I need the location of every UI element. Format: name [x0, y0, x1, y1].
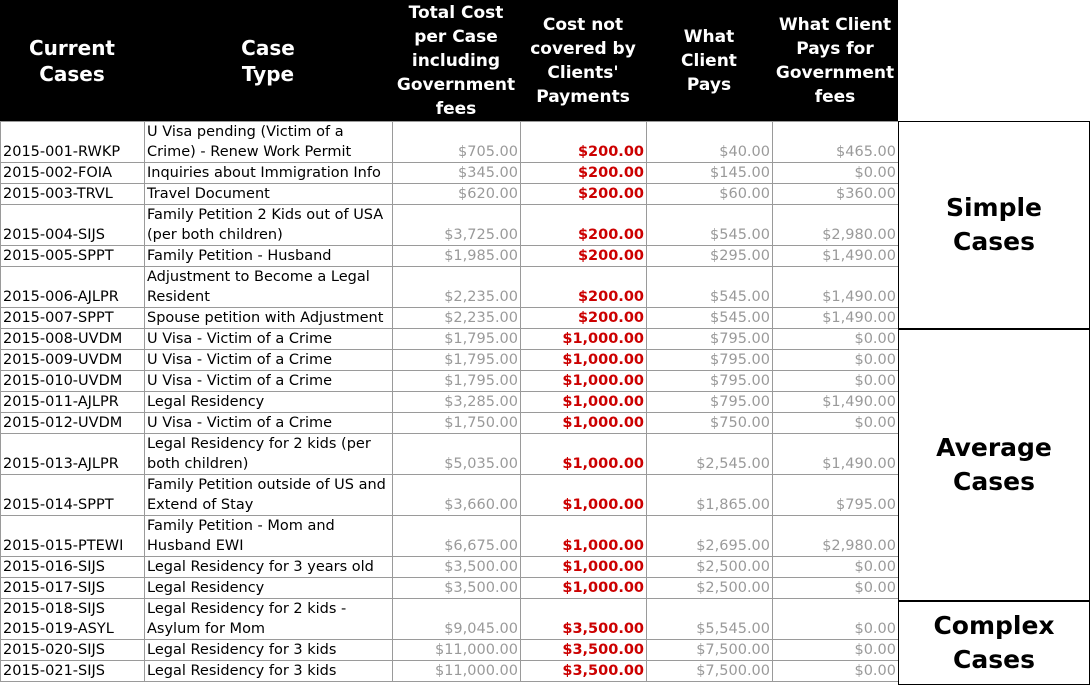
- case-id-cell: 2015-011-AJLPR: [1, 392, 145, 413]
- total-cost-cell: $1,985.00: [393, 246, 521, 267]
- case-id-cell: 2015-006-AJLPR: [1, 267, 145, 308]
- cost-not-covered-cell: $200.00: [521, 267, 647, 308]
- government-fees-cell: $0.00: [773, 350, 899, 371]
- case-id-cell: 2015-005-SPPT: [1, 246, 145, 267]
- category-simple-cases: Simple Cases: [898, 121, 1090, 329]
- case-type-cell: Travel Document: [145, 184, 393, 205]
- cost-not-covered-cell: $1,000.00: [521, 516, 647, 557]
- client-pays-cell: $545.00: [647, 308, 773, 329]
- case-type-cell: U Visa - Victim of a Crime: [145, 413, 393, 434]
- case-id-cell: 2015-001-RWKP: [1, 122, 145, 163]
- table-row: [1, 163, 899, 184]
- case-id-cell: 2015-007-SPPT: [1, 308, 145, 329]
- government-fees-cell: $1,490.00: [773, 434, 899, 475]
- total-cost-cell: $1,795.00: [393, 329, 521, 350]
- case-id-cell: 2015-009-UVDM: [1, 350, 145, 371]
- case-id-cell: 2015-002-FOIA: [1, 163, 145, 184]
- total-cost-cell: $1,795.00: [393, 371, 521, 392]
- case-type-cell: Family Petition - Husband: [145, 246, 393, 267]
- total-cost-cell: $9,045.00: [393, 599, 521, 640]
- total-cost-cell: $3,285.00: [393, 392, 521, 413]
- header-what-client-pays: What Client Pays: [681, 26, 737, 95]
- case-type-cell: U Visa - Victim of a Crime: [145, 329, 393, 350]
- total-cost-cell: $2,235.00: [393, 267, 521, 308]
- total-cost-cell: $11,000.00: [393, 640, 521, 661]
- table-row: [1, 329, 899, 350]
- cost-not-covered-cell: $1,000.00: [521, 578, 647, 599]
- total-cost-cell: $3,725.00: [393, 205, 521, 246]
- total-cost-cell: $620.00: [393, 184, 521, 205]
- cost-not-covered-cell: $1,000.00: [521, 392, 647, 413]
- client-pays-cell: $795.00: [647, 392, 773, 413]
- cost-not-covered-cell: $3,500.00: [521, 599, 647, 640]
- client-pays-cell: $545.00: [647, 205, 773, 246]
- table-row: [1, 475, 899, 516]
- government-fees-cell: $0.00: [773, 329, 899, 350]
- cost-not-covered-cell: $200.00: [521, 163, 647, 184]
- client-pays-cell: $2,500.00: [647, 578, 773, 599]
- cost-not-covered-cell: $3,500.00: [521, 661, 647, 682]
- client-pays-cell: $795.00: [647, 371, 773, 392]
- government-fees-cell: $1,490.00: [773, 308, 899, 329]
- case-type-cell: Legal Residency: [145, 578, 393, 599]
- cost-not-covered-cell: $200.00: [521, 205, 647, 246]
- total-cost-cell: $5,035.00: [393, 434, 521, 475]
- client-pays-cell: $145.00: [647, 163, 773, 184]
- client-pays-cell: $5,545.00: [647, 599, 773, 640]
- government-fees-cell: $465.00: [773, 122, 899, 163]
- case-type-cell: Legal Residency for 3 years old: [145, 557, 393, 578]
- case-type-cell: Family Petition - Mom and Husband EWI: [145, 516, 393, 557]
- total-cost-cell: $3,500.00: [393, 578, 521, 599]
- client-pays-cell: $60.00: [647, 184, 773, 205]
- total-cost-cell: $3,660.00: [393, 475, 521, 516]
- cost-not-covered-cell: $1,000.00: [521, 557, 647, 578]
- cost-not-covered-cell: $1,000.00: [521, 475, 647, 516]
- cost-not-covered-cell: $200.00: [521, 246, 647, 267]
- case-id-cell: 2015-012-UVDM: [1, 413, 145, 434]
- header-government-fees: What Client Pays for Government fees: [775, 14, 895, 107]
- total-cost-cell: $3,500.00: [393, 557, 521, 578]
- case-type-cell: Family Petition 2 Kids out of USA (per both children): [145, 205, 393, 246]
- cost-not-covered-cell: $1,000.00: [521, 434, 647, 475]
- cost-not-covered-cell: $200.00: [521, 308, 647, 329]
- client-pays-cell: $40.00: [647, 122, 773, 163]
- client-pays-cell: $2,545.00: [647, 434, 773, 475]
- cost-not-covered-cell: $3,500.00: [521, 640, 647, 661]
- header-total-cost: Total Cost per Case including Government fees: [396, 2, 516, 119]
- client-pays-cell: $7,500.00: [647, 661, 773, 682]
- total-cost-cell: $1,750.00: [393, 413, 521, 434]
- government-fees-cell: $1,490.00: [773, 246, 899, 267]
- cost-not-covered-cell: $1,000.00: [521, 413, 647, 434]
- table-row: [1, 661, 899, 682]
- header-case-type: Case Type: [241, 35, 295, 86]
- government-fees-cell: $0.00: [773, 557, 899, 578]
- case-type-cell: Spouse petition with Adjustment: [145, 308, 393, 329]
- government-fees-cell: $2,980.00: [773, 205, 899, 246]
- case-id-cell: 2015-013-AJLPR: [1, 434, 145, 475]
- case-type-cell: U Visa - Victim of a Crime: [145, 350, 393, 371]
- government-fees-cell: $1,490.00: [773, 267, 899, 308]
- table-row: [1, 392, 899, 413]
- government-fees-cell: $0.00: [773, 413, 899, 434]
- case-id-cell: 2015-004-SIJS: [1, 205, 145, 246]
- table-row: [1, 599, 899, 640]
- table-row: [1, 371, 899, 392]
- total-cost-cell: $2,235.00: [393, 308, 521, 329]
- government-fees-cell: $360.00: [773, 184, 899, 205]
- table-header: [0, 0, 898, 121]
- total-cost-cell: $345.00: [393, 163, 521, 184]
- cost-not-covered-cell: $200.00: [521, 122, 647, 163]
- total-cost-cell: $705.00: [393, 122, 521, 163]
- case-type-cell: Legal Residency: [145, 392, 393, 413]
- case-id-cell: 2015-003-TRVL: [1, 184, 145, 205]
- table-row: [1, 122, 899, 163]
- case-id-cell: 2015-017-SIJS: [1, 578, 145, 599]
- case-type-cell: U Visa pending (Victim of a Crime) - Renew Work Permit: [145, 122, 393, 163]
- case-type-cell: Legal Residency for 2 kids - Asylum for Mom: [145, 599, 393, 640]
- case-type-cell: Legal Residency for 3 kids: [145, 640, 393, 661]
- case-type-cell: Family Petition outside of US and Extend of Stay: [145, 475, 393, 516]
- case-type-cell: Legal Residency for 2 kids (per both children): [145, 434, 393, 475]
- table-row: [1, 184, 899, 205]
- government-fees-cell: $0.00: [773, 578, 899, 599]
- case-type-cell: U Visa - Victim of a Crime: [145, 371, 393, 392]
- client-pays-cell: $1,865.00: [647, 475, 773, 516]
- cost-not-covered-cell: $1,000.00: [521, 371, 647, 392]
- client-pays-cell: $545.00: [647, 267, 773, 308]
- category-complex-cases: Complex Cases: [898, 601, 1090, 685]
- table-row: [1, 350, 899, 371]
- case-id-cell: 2015-021-SIJS: [1, 661, 145, 682]
- table-row: [1, 205, 899, 246]
- client-pays-cell: $295.00: [647, 246, 773, 267]
- total-cost-cell: $11,000.00: [393, 661, 521, 682]
- table-row: [1, 434, 899, 475]
- case-id-cell: 2015-014-SPPT: [1, 475, 145, 516]
- case-type-cell: Legal Residency for 3 kids: [145, 661, 393, 682]
- total-cost-cell: $6,675.00: [393, 516, 521, 557]
- table-row: [1, 557, 899, 578]
- table-row: [1, 308, 899, 329]
- table-row: [1, 578, 899, 599]
- header-current-cases: Current Cases: [28, 35, 115, 86]
- government-fees-cell: $1,490.00: [773, 392, 899, 413]
- client-pays-cell: $7,500.00: [647, 640, 773, 661]
- client-pays-cell: $2,500.00: [647, 557, 773, 578]
- category-average-cases: Average Cases: [898, 329, 1090, 601]
- client-pays-cell: $750.00: [647, 413, 773, 434]
- case-id-cell: 2015-018-SIJS 2015-019-ASYL: [1, 599, 145, 640]
- client-pays-cell: $795.00: [647, 329, 773, 350]
- cost-not-covered-cell: $1,000.00: [521, 350, 647, 371]
- case-type-cell: Adjustment to Become a Legal Resident: [145, 267, 393, 308]
- government-fees-cell: $0.00: [773, 661, 899, 682]
- government-fees-cell: $0.00: [773, 163, 899, 184]
- cases-table: [0, 121, 899, 682]
- case-id-cell: 2015-016-SIJS: [1, 557, 145, 578]
- case-id-cell: 2015-008-UVDM: [1, 329, 145, 350]
- table-row: [1, 267, 899, 308]
- header-cost-not-covered: Cost not covered by Clients' Payments: [530, 14, 636, 107]
- government-fees-cell: $0.00: [773, 599, 899, 640]
- client-pays-cell: $2,695.00: [647, 516, 773, 557]
- total-cost-cell: $1,795.00: [393, 350, 521, 371]
- case-type-cell: Inquiries about Immigration Info: [145, 163, 393, 184]
- government-fees-cell: $795.00: [773, 475, 899, 516]
- cost-not-covered-cell: $1,000.00: [521, 329, 647, 350]
- government-fees-cell: $0.00: [773, 640, 899, 661]
- table-row: [1, 640, 899, 661]
- government-fees-cell: $2,980.00: [773, 516, 899, 557]
- case-id-cell: 2015-015-PTEWI: [1, 516, 145, 557]
- table-row: [1, 516, 899, 557]
- cost-not-covered-cell: $200.00: [521, 184, 647, 205]
- table-row: [1, 413, 899, 434]
- government-fees-cell: $0.00: [773, 371, 899, 392]
- table-row: [1, 246, 899, 267]
- client-pays-cell: $795.00: [647, 350, 773, 371]
- case-id-cell: 2015-020-SIJS: [1, 640, 145, 661]
- case-id-cell: 2015-010-UVDM: [1, 371, 145, 392]
